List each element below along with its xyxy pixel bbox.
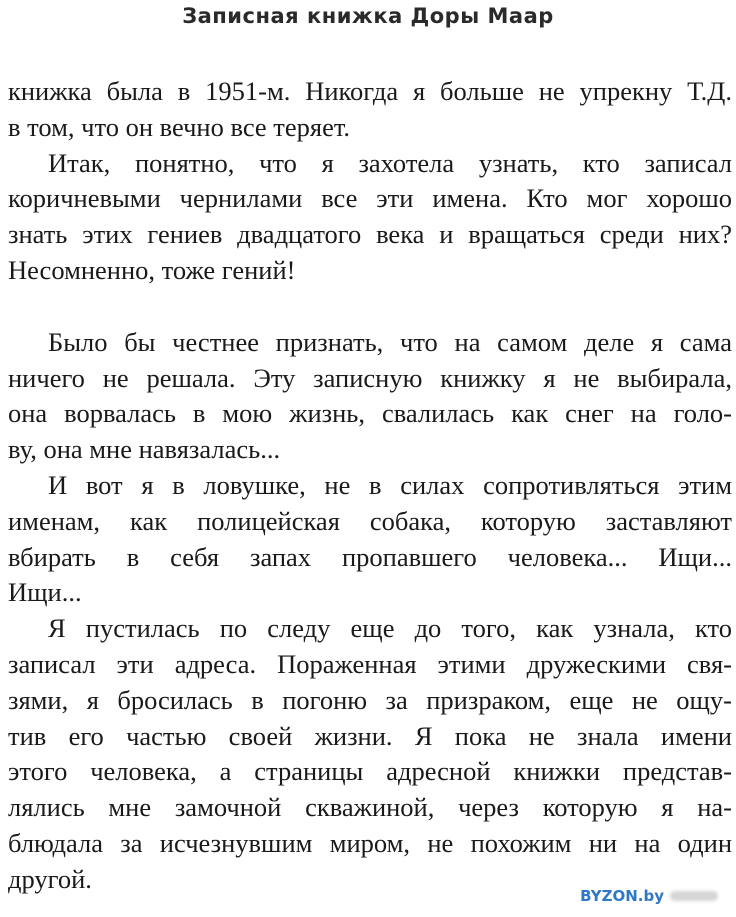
text-line: Несомненно, тоже гений! bbox=[8, 254, 296, 285]
text-line: знать этих гениев двадцатого века и вращаться среди них? bbox=[8, 219, 732, 250]
text-line: лялись мне замочной скважиной, через которую я на- bbox=[8, 792, 732, 823]
body-text bbox=[8, 74, 732, 898]
text-line: книжка была в 1951-м. Никогда я больше не упрекну Т.Д. bbox=[8, 76, 732, 106]
text-line: Итак, понятно, что я захотела узнать, кто записал bbox=[48, 147, 732, 178]
text-line: тив его частью своей жизни. Я пока не знала имени bbox=[8, 720, 732, 751]
text-line: Ищи... bbox=[8, 577, 82, 608]
text-line: другой. bbox=[8, 863, 92, 894]
paragraph-gap bbox=[8, 289, 732, 325]
text-line: именам, как полицейская собака, которую заставляют bbox=[8, 505, 732, 536]
text-line: ничего не решала. Эту записную книжку я не выбирала, bbox=[8, 362, 732, 393]
text-line: ву, она мне навязалась... bbox=[8, 434, 281, 465]
text-line: этого человека, а страницы адресной книжки представ- bbox=[8, 756, 732, 787]
text-line: вбирать в себя запах пропавшего человека... Ищи... bbox=[8, 541, 732, 572]
text-line: Было бы честнее признать, что на самом деле я сама bbox=[48, 326, 732, 357]
text-line: она ворвалась в мою жизнь, свалилась как снег на голо- bbox=[8, 398, 732, 429]
running-title: Записная книжка Доры Маар bbox=[182, 4, 554, 28]
text-line: записал эти адреса. Пораженная этими дружескими свя- bbox=[8, 648, 732, 679]
text-line: И вот я в ловушке, не в силах сопротивляться этим bbox=[48, 469, 732, 500]
site-watermark bbox=[580, 887, 718, 905]
text-line: коричневыми чернилами все эти имена. Кто мог хорошо bbox=[8, 183, 732, 214]
text-line: зями, я бросилась в погоню за призраком, еще не ощу- bbox=[8, 684, 732, 715]
watermark-label: BYZON.by bbox=[580, 887, 664, 905]
text-line: блюдала за исчезнувшим миром, не похожим ни на один bbox=[8, 827, 732, 858]
text-line: в том, что он вечно все теряет. bbox=[8, 111, 351, 142]
text-line: Я пустилась по следу еще до того, как узнала, кто bbox=[48, 613, 732, 644]
blurred-watermark-suffix bbox=[670, 891, 718, 901]
